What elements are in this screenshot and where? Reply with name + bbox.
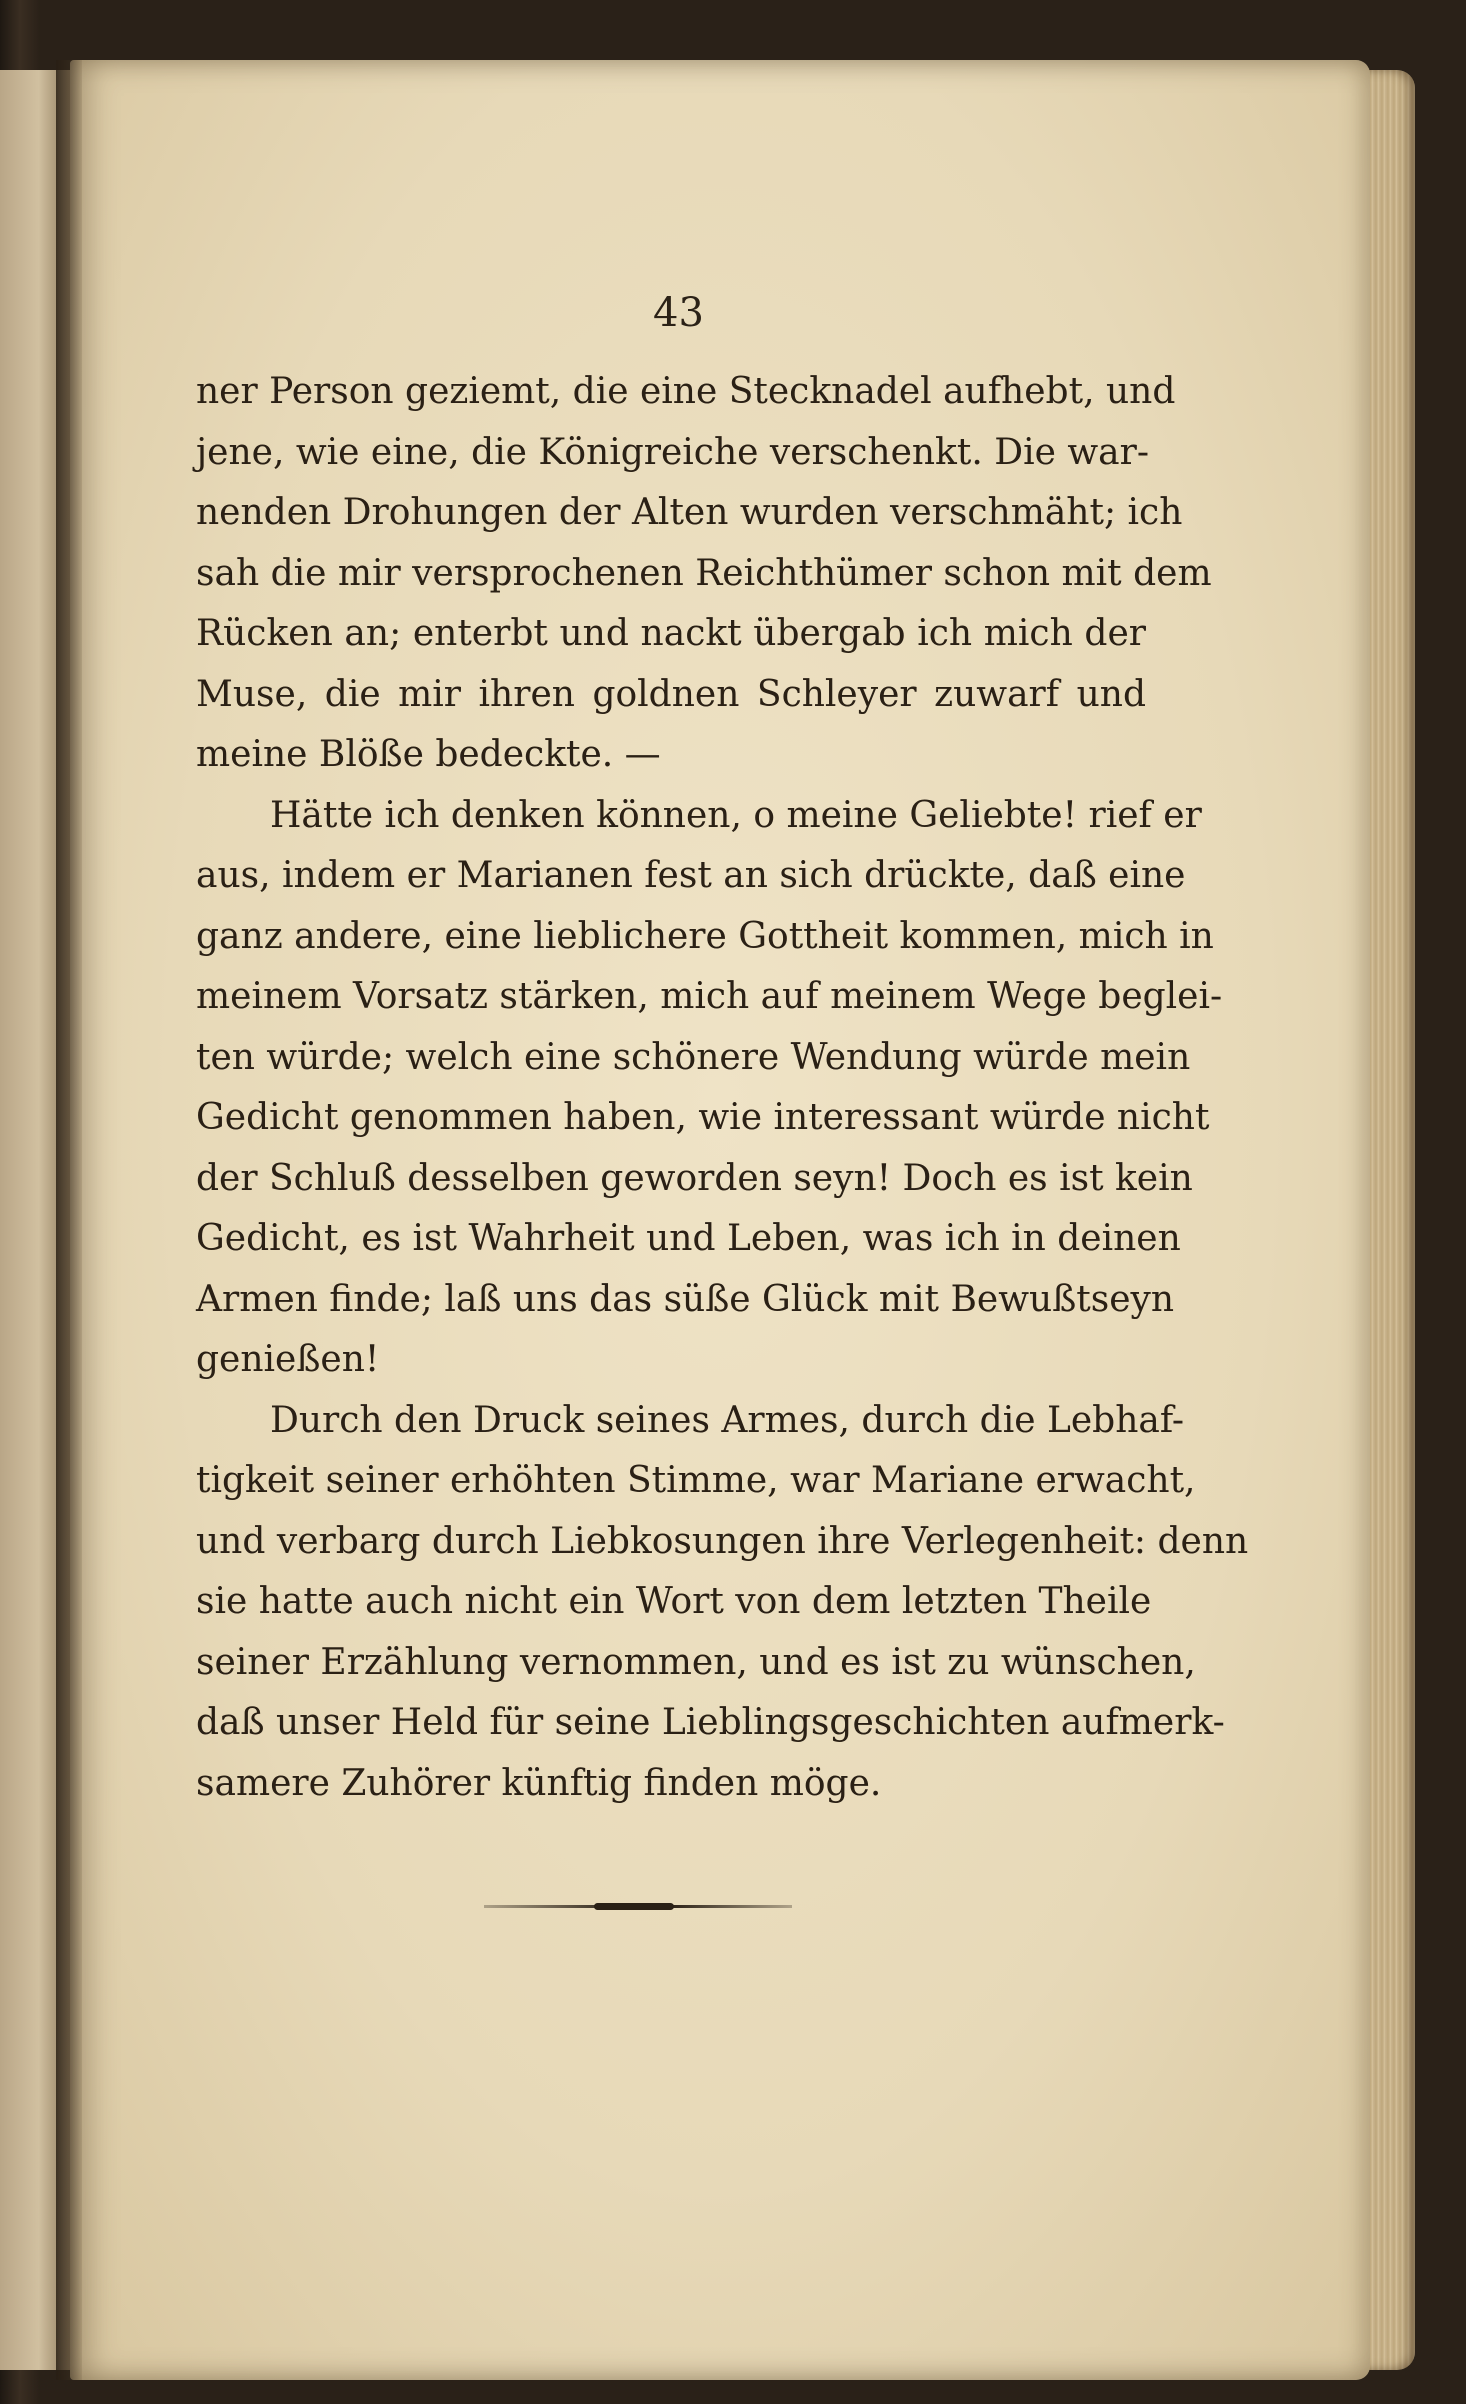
text-line: samere Zuhörer künftig finden möge. — [196, 1762, 882, 1804]
text-line: Rücken an; enterbt und nackt übergab ich mich der — [196, 613, 1146, 654]
text-line: seiner Erzählung vernommen, und es ist zu wünschen, — [196, 1641, 1196, 1683]
text-line: Gedicht genommen haben, wie interessant würde nicht — [196, 1097, 1210, 1138]
text-line: Hätte ich denken können, o meine Geliebte! rief er — [270, 794, 1202, 836]
text-line: ner Person geziemt, die eine Stecknadel aufhebt, und — [196, 371, 1176, 412]
paragraph-1 — [196, 362, 1212, 786]
text-line: sie hatte auch nicht ein Wort von dem letzten Theile — [196, 1581, 1152, 1622]
text-line: daß unser Held für seine Lieblingsgeschichten aufmerk- — [196, 1702, 1225, 1743]
spine-shadow — [56, 60, 82, 2380]
text-line: tigkeit seiner erhöhten Stimme, war Mariane erwacht, — [196, 1460, 1196, 1501]
text-line: jene, wie eine, die Königreiche verschenkt. Die war- — [196, 431, 1149, 473]
text-line: meinem Vorsatz stärken, mich auf meinem Wege beglei- — [196, 976, 1223, 1017]
text-line: Muse, die mir ihren goldnen Schleyer zuwarf und — [196, 673, 1146, 715]
page-number: 43 — [653, 290, 704, 336]
body-text — [196, 362, 1249, 1814]
text-line: ganz andere, eine lieblichere Gottheit kommen, mich in — [196, 915, 1214, 957]
end-rule-divider — [484, 1905, 792, 1908]
text-line: meine Blöße bedeckte. — — [196, 734, 661, 775]
paragraph-3 — [196, 1391, 1249, 1815]
text-line: Durch den Druck seines Armes, durch die Lebhaf- — [270, 1399, 1185, 1441]
text-line: der Schluß desselben geworden seyn! Doch es ist kein — [196, 1157, 1193, 1199]
text-line: ten würde; welch eine schönere Wendung würde mein — [196, 1036, 1191, 1078]
text-line: genießen! — [196, 1339, 380, 1380]
text-line: nenden Drohungen der Alten wurden verschmäht; ich — [196, 492, 1183, 533]
text-line: und verbarg durch Liebkosungen ihre Verlegenheit: denn — [196, 1520, 1249, 1562]
paragraph-2 — [196, 786, 1223, 1391]
text-line: Armen finde; laß uns das süße Glück mit Bewußtseyn — [196, 1278, 1175, 1320]
text-line: sah die mir versprochenen Reichthümer schon mit dem — [196, 552, 1212, 594]
text-line: Gedicht, es ist Wahrheit und Leben, was ich in deinen — [196, 1218, 1181, 1259]
text-line: aus, indem er Marianen fest an sich drückte, daß eine — [196, 855, 1186, 896]
